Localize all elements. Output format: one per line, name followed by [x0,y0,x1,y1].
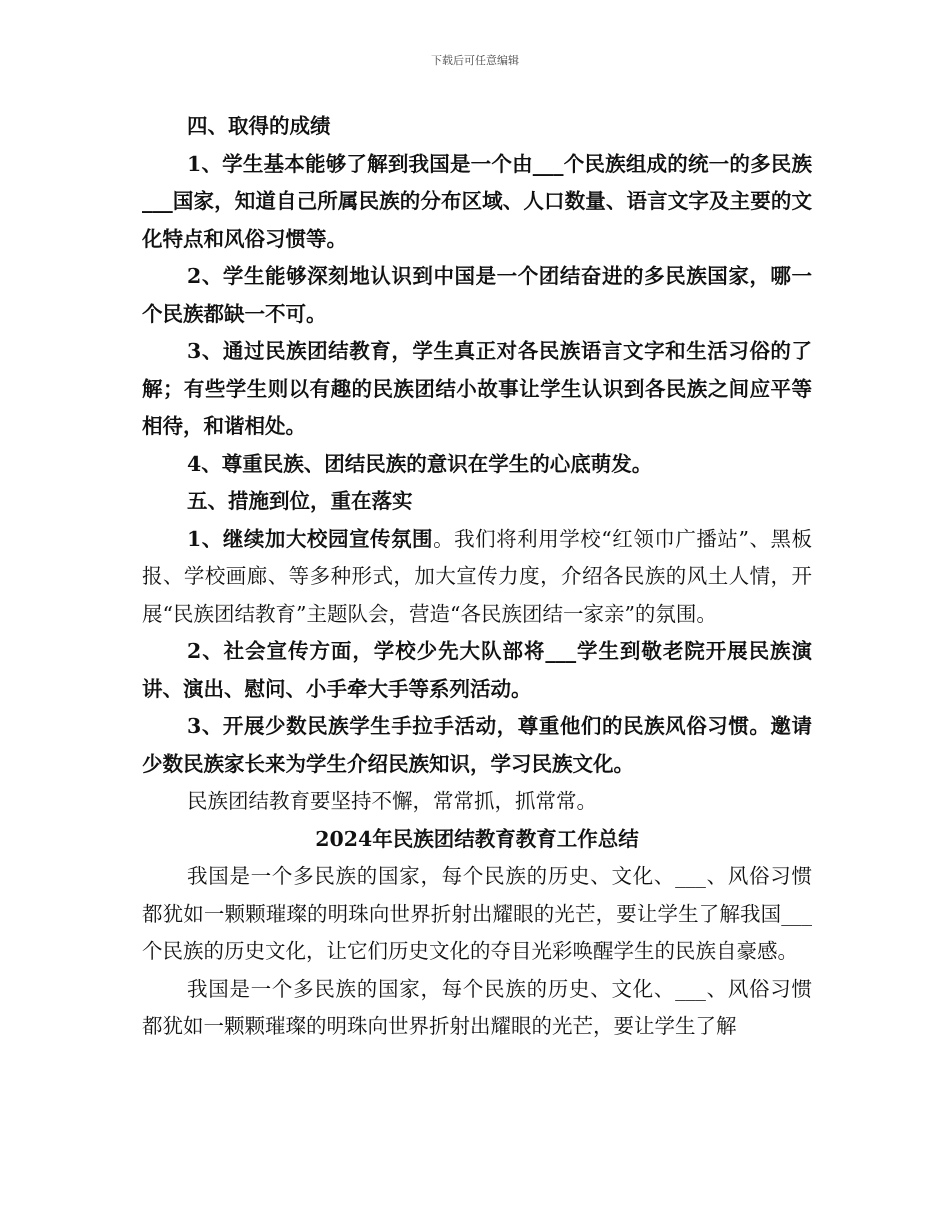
paragraph: 民族团结教育要坚持不懈，常常抓，抓常常。 [187,789,597,813]
paragraph: 4、尊重民族、团结民族的意识在学生的心底萌发。 [187,451,653,476]
paragraph: 3、通过民族团结教育，学生真正对各民族语言文字和生活习俗的了解；有些学生则以有趣的民族团结小故事让学生认识到各民族之间应平等相待，和谐相处。 [142,339,812,438]
paragraph: 2、社会宣传方面，学校少先大队部将___学生到敬老院开展民族演讲、演出、慰问、小手牵大手等系列活动。 [142,639,812,701]
paragraph [142,521,812,634]
document-body [142,108,812,1046]
paragraph: 我国是一个多民族的国家，每个民族的历史、文化、___、风俗习惯都犹如一颗颗璀璨的明珠向世界折射出耀眼的光芒，要让学生了解 [142,976,812,1038]
paragraph-text: 。我们将利用学校“红领巾广播站”、黑板报、学校画廊、等多种形式，加大宣传力度，介绍各民族的风土人情，开展“民族团结教育”主题队会，营造“各民族团结一家亲”的氛围。 [142,526,812,626]
paragraph: 1、学生基本能够了解到我国是一个由___个民族组成的统一的多民族___国家，知道自己所属民族的分布区域、人口数量、语言文字及主要的文化特点和风俗习惯等。 [142,151,812,251]
paragraph-lead: 1、继续加大校园宣传氛围 [187,526,434,551]
section-heading: 五、措施到位，重在落实 [187,489,413,513]
section-heading: 四、取得的成绩 [187,114,331,138]
page-header: 下载后可任意编辑 [431,54,519,67]
paragraph: 我国是一个多民族的国家，每个民族的历史、文化、___、风俗习惯都犹如一颗颗璀璨的明珠向世界折射出耀眼的光芒，要让学生了解我国___个民族的历史文化，让它们历史文化的夺目光彩唤醒学生的民族自豪感。 [142,864,812,963]
paragraph: 3、开展少数民族学生手拉手活动，尊重他们的民族风俗习惯。邀请少数民族家长来为学生介绍民族知识，学习民族文化。 [142,714,812,776]
paragraph: 2、学生能够深刻地认识到中国是一个团结奋进的多民族国家，哪一个民族都缺一不可。 [142,264,812,326]
document-title: 2024年民族团结教育教育工作总结 [315,826,639,851]
